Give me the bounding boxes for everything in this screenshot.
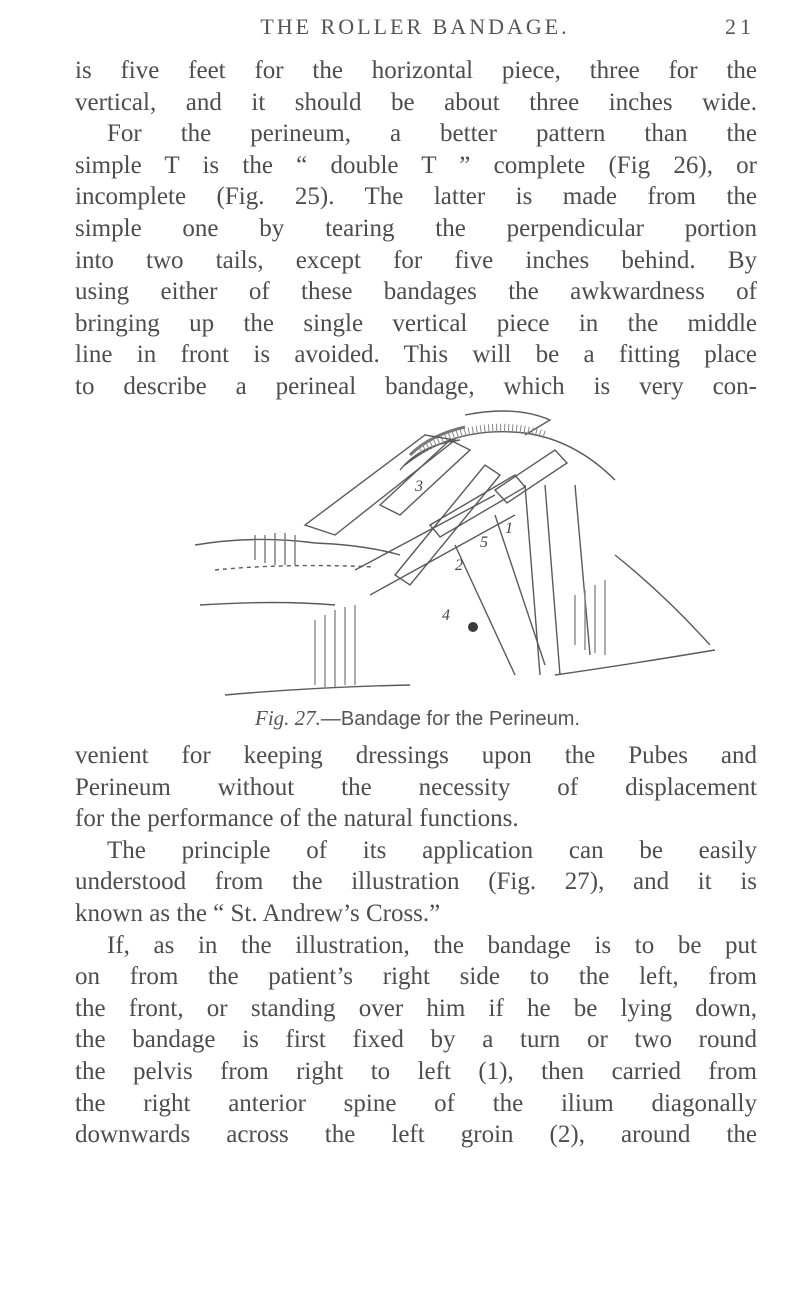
text-line: If, as in the illustration, the bandage is to be put bbox=[107, 931, 757, 959]
text-line: downwards across the left groin (2), around the bbox=[75, 1121, 757, 1149]
text-line: for the performance of the natural functions. bbox=[75, 805, 519, 833]
perineum-bandage-icon bbox=[195, 395, 730, 705]
text-line: vertical, and it should be about three inches wide. bbox=[75, 88, 757, 116]
figure-caption-text: —Bandage for the Perineum. bbox=[320, 708, 580, 730]
text-line: simple T is the “ double T ” complete (Fig 26), or bbox=[75, 151, 757, 179]
text-line: is five feet for the horizontal piece, three for the bbox=[75, 57, 757, 84]
text-line: on from the patient’s right side to the left, from bbox=[75, 963, 757, 991]
turn-label: 4 bbox=[442, 607, 450, 624]
text-line: into two tails, except for five inches behind. By bbox=[75, 246, 757, 274]
text-line: The principle of its application can be easily bbox=[107, 836, 757, 864]
figure-label: Fig. 27. bbox=[255, 706, 321, 730]
running-head bbox=[75, 14, 755, 44]
text-line: Perineum without the necessity of displacement bbox=[75, 773, 757, 801]
text-line: venient for keeping dressings upon the Pubes and bbox=[75, 742, 757, 769]
text-line: For the perineum, a better pattern than the bbox=[107, 120, 757, 148]
text-line: the pelvis from right to left (1), then carried from bbox=[75, 1057, 757, 1085]
perineum-bandage-illustration bbox=[195, 395, 730, 705]
text-line: bringing up the single vertical piece in the middle bbox=[75, 309, 757, 337]
paragraph-bottom bbox=[75, 740, 757, 1151]
text-line: the front, or standing over him if he be lying down, bbox=[75, 994, 757, 1022]
turn-label: 5 bbox=[480, 534, 488, 551]
paragraph-top bbox=[75, 55, 757, 403]
text-line: to describe a perineal bandage, which is very con- bbox=[75, 372, 757, 400]
text-line: understood from the illustration (Fig. 27), and it is bbox=[75, 868, 757, 896]
text-line: line in front is avoided. This will be a fitting place bbox=[75, 341, 757, 369]
turn-label: 1 bbox=[505, 520, 513, 537]
text-line: using either of these bandages the awkwardness of bbox=[75, 278, 757, 306]
turn-label: 2 bbox=[455, 557, 463, 574]
figure-caption bbox=[255, 706, 580, 731]
turn-label: 3 bbox=[415, 478, 423, 495]
page-number: 21 bbox=[725, 14, 755, 39]
running-title: THE ROLLER BANDAGE. bbox=[260, 14, 570, 39]
text-line: simple one by tearing the perpendicular portion bbox=[75, 214, 757, 242]
text-line: incomplete (Fig. 25). The latter is made from the bbox=[75, 183, 757, 211]
text-line: known as the “ St. Andrew’s Cross.” bbox=[75, 899, 441, 927]
text-line: the bandage is first fixed by a turn or two round bbox=[75, 1026, 757, 1054]
text-line: the right anterior spine of the ilium diagonally bbox=[75, 1089, 757, 1117]
